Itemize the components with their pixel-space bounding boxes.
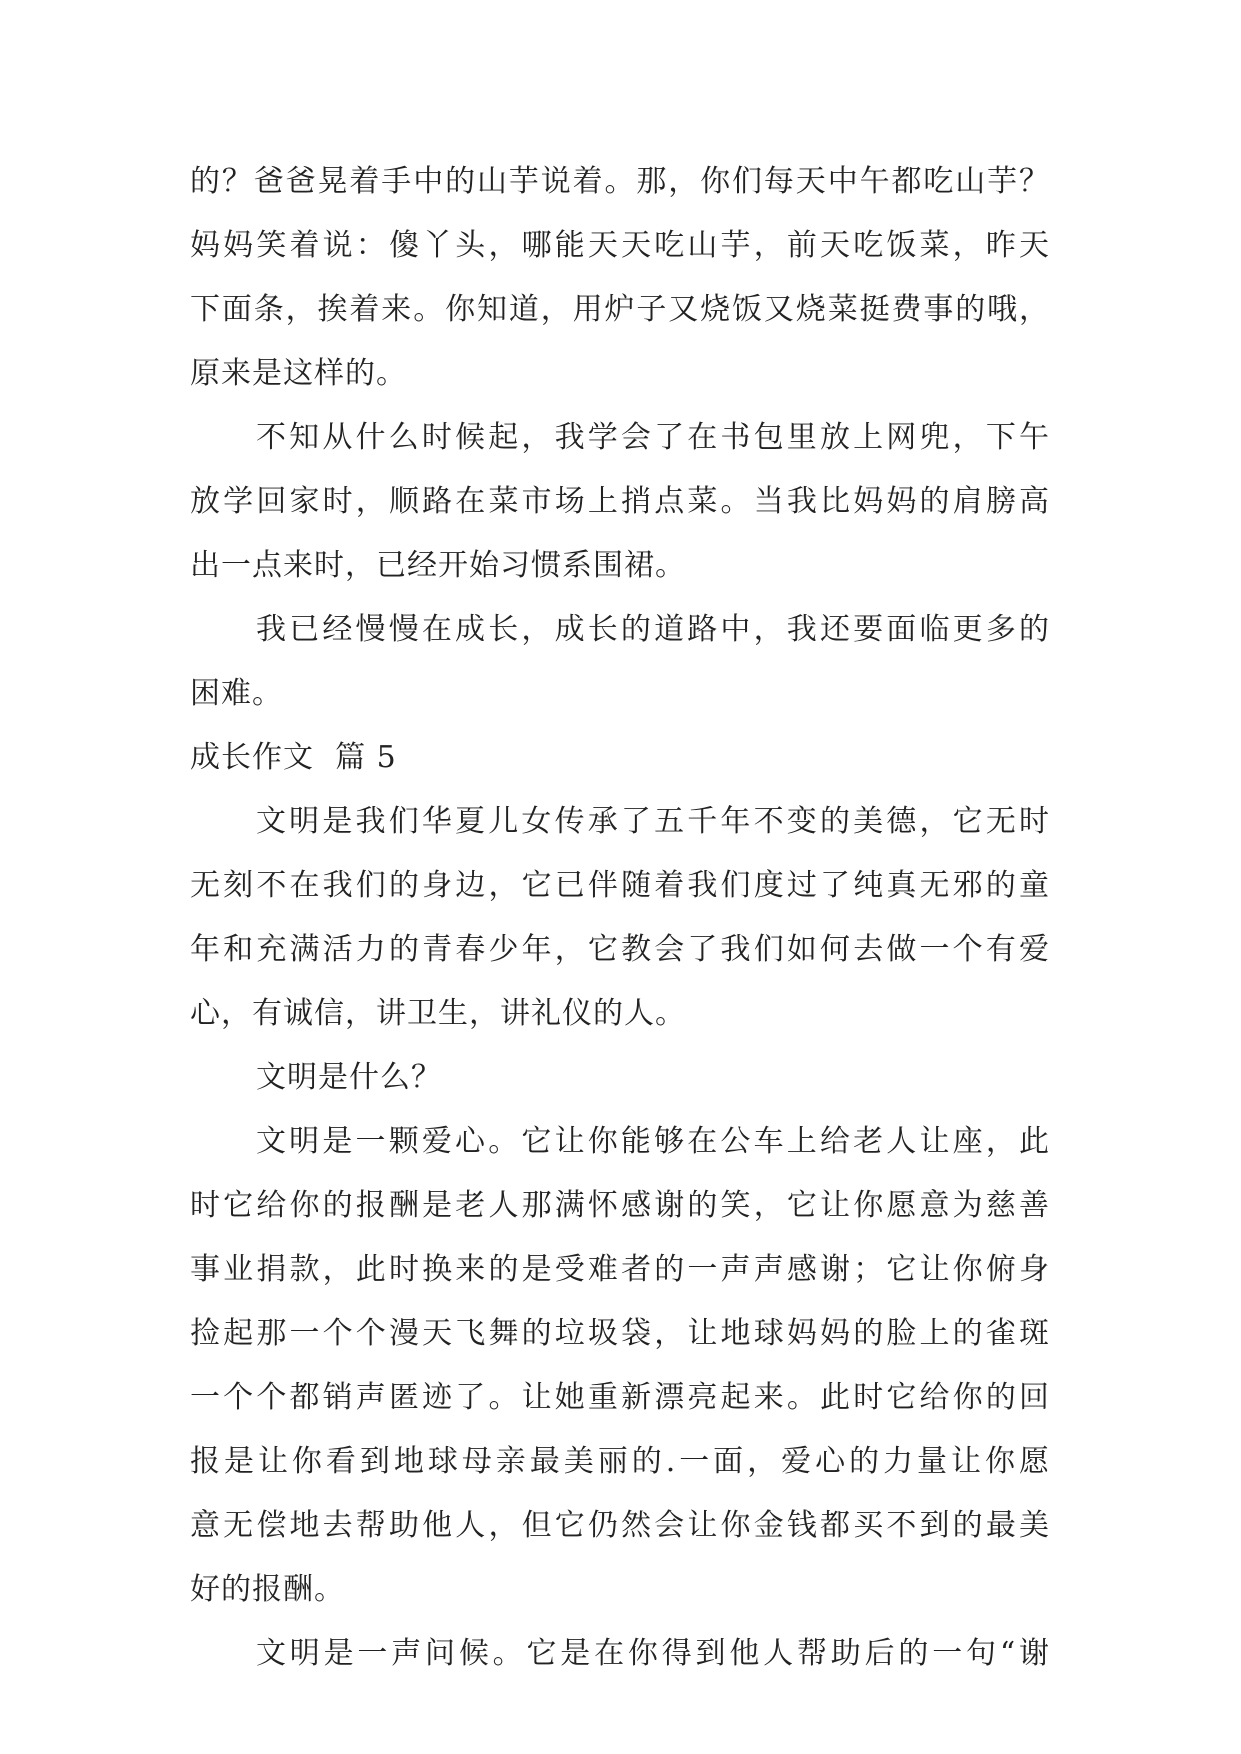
document-page [190, 150, 1050, 1686]
text-line: 心，有诚信，讲卫生，讲礼仪的人。 [190, 996, 686, 1031]
text-line: 困难。 [190, 676, 283, 711]
text-line: 的？爸爸晃着手中的山芋说着。那，你们每天中午都吃山芋？ [190, 164, 1050, 199]
text-line: 出一点来时，已经开始习惯系围裙。 [190, 548, 686, 583]
text-line: 原来是这样的。 [190, 356, 407, 391]
text-line: 一个个都销声匿迹了。让她重新漂亮起来。此时它给你的回 [190, 1380, 1050, 1415]
text-line: 意无偿地去帮助他人，但它仍然会让你金钱都买不到的最美 [190, 1508, 1050, 1543]
paragraph-first-line: 文明是什么？ [256, 1060, 442, 1095]
text-line: 下面条，挨着来。你知道，用炉子又烧饭又烧菜挺费事的哦， [190, 292, 1050, 327]
paragraph-first-line: 我已经慢慢在成长，成长的道路中，我还要面临更多的 [256, 612, 1050, 647]
text-line: 年和充满活力的青春少年，它教会了我们如何去做一个有爱 [190, 932, 1050, 967]
text-line: 报是让你看到地球母亲最美丽的.一面，爱心的力量让你愿 [190, 1444, 1050, 1479]
text-line: 捡起那一个个漫天飞舞的垃圾袋，让地球妈妈的脸上的雀斑 [190, 1316, 1050, 1351]
text-line: 事业捐款，此时换来的是受难者的一声声感谢；它让你俯身 [190, 1252, 1050, 1287]
text-line: 好的报酬。 [190, 1572, 345, 1607]
text-line: 无刻不在我们的身边，它已伴随着我们度过了纯真无邪的童 [190, 868, 1050, 903]
paragraph-first-line: 文明是一颗爱心。它让你能够在公车上给老人让座，此 [256, 1124, 1050, 1159]
paragraph-first-line: 不知从什么时候起，我学会了在书包里放上网兜，下午 [256, 420, 1050, 455]
text-line: 放学回家时，顺路在菜市场上捎点菜。当我比妈妈的肩膀高 [190, 484, 1050, 519]
paragraph-first-line: 文明是一声问候。它是在你得到他人帮助后的一句“谢 [256, 1636, 1050, 1671]
text-line: 妈妈笑着说：傻丫头，哪能天天吃山芋，前天吃饭菜，昨天 [190, 228, 1050, 263]
section-heading: 成长作文 篇 5 [190, 740, 397, 775]
paragraph-first-line: 文明是我们华夏儿女传承了五千年不变的美德，它无时 [256, 804, 1050, 839]
text-line: 时它给你的报酬是老人那满怀感谢的笑，它让你愿意为慈善 [190, 1188, 1050, 1223]
